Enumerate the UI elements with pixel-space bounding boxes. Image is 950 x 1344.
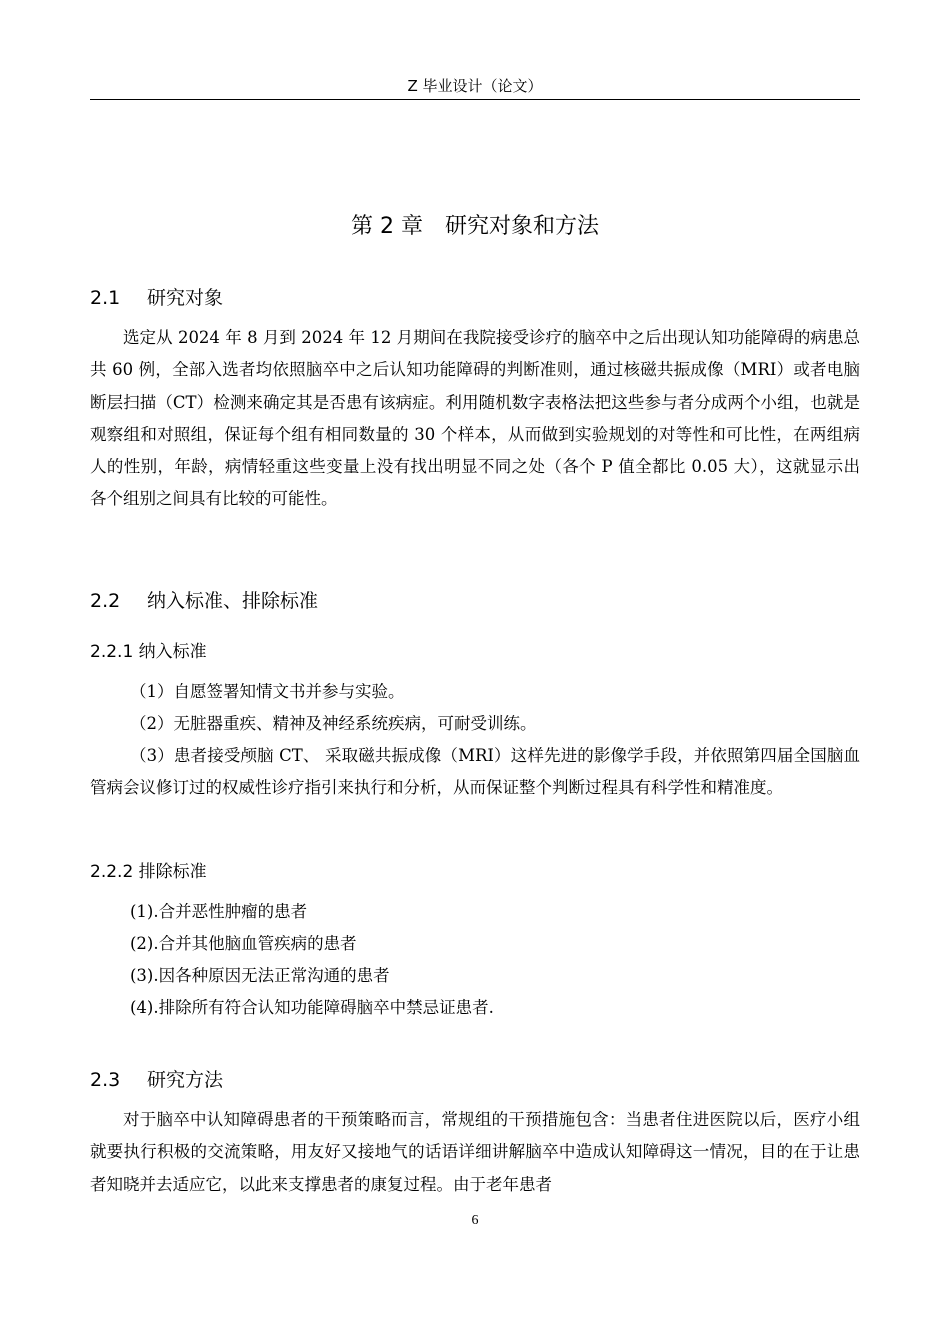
page-number: 6 — [471, 1213, 479, 1228]
section-heading-2-1 — [90, 284, 860, 312]
inclusion-item-2: （2）无脏器重疾、精神及神经系统疾病，可耐受训练。 — [130, 714, 537, 733]
section-number: 2.3 — [90, 1069, 121, 1091]
subsection-heading-2-2-2: 2.2.2 排除标准 — [90, 862, 207, 882]
exclusion-item-1: (1).合并恶性肿瘤的患者 — [130, 902, 308, 921]
exclusion-item-4: (4).排除所有符合认知功能障碍脑卒中禁忌证患者. — [130, 998, 494, 1017]
paragraph-research-subjects: 选定从 2024 年 8 月到 2024 年 12 月期间在我院接受诊疗的脑卒中之后出现认知功能障碍的病患总共 60 例，全部入选者均依照脑卒中之后认知功能障碍的判断准则，通过核磁共振成像（MRI）或者电脑断层扫描（CT）检测来确定其是否患有该病症。利用随机数字表格法把这些参与者分成两个小组，也就是观察组和对照组，保证每个组有相同数量的 30 个样本，从而做到实验规划的对等性和可比性，在两组病人的性别，年龄，病情轻重这些变量上没有找出明显不同之处（各个 P 值全都比 0.05 大），这就显示出各个组别之间具有比较的可能性。 — [90, 328, 860, 509]
section-number: 2.2 — [90, 590, 121, 612]
exclusion-item-3: (3).因各种原因无法正常沟通的患者 — [130, 966, 390, 985]
subsection-heading-2-2-1: 2.2.1 纳入标准 — [90, 642, 207, 662]
exclusion-item-2: (2).合并其他脑血管疾病的患者 — [130, 934, 357, 953]
header-rule — [90, 99, 860, 100]
inclusion-item-3: （3）患者接受颅脑 CT、 采取磁共振成像（MRI）这样先进的影像学手段，并依照第四届全国脑血管病会议修订过的权威性诊疗指引来执行和分析，从而保证整个判断过程具有科学性和精准度。 — [90, 746, 860, 798]
section-number: 2.1 — [90, 287, 121, 309]
section-title: 纳入标准、排除标准 — [147, 590, 319, 612]
section-heading-2-2 — [90, 587, 860, 615]
running-header: Z 毕业设计（论文） — [407, 77, 543, 95]
inclusion-item-1: （1）自愿签署知情文书并参与实验。 — [130, 682, 405, 701]
section-heading-2-3 — [90, 1066, 860, 1094]
paragraph-research-methods: 对于脑卒中认知障碍患者的干预策略而言，常规组的干预措施包含：当患者住进医院以后，医疗小组就要执行积极的交流策略，用友好又接地气的话语详细讲解脑卒中造成认知障碍这一情况，目的在于让患者知晓并去适应它，以此来支撑患者的康复过程。由于老年患者 — [90, 1110, 860, 1194]
section-title: 研究方法 — [147, 1069, 224, 1091]
chapter-title: 第 2 章 研究对象和方法 — [351, 214, 599, 239]
section-title: 研究对象 — [147, 287, 224, 309]
